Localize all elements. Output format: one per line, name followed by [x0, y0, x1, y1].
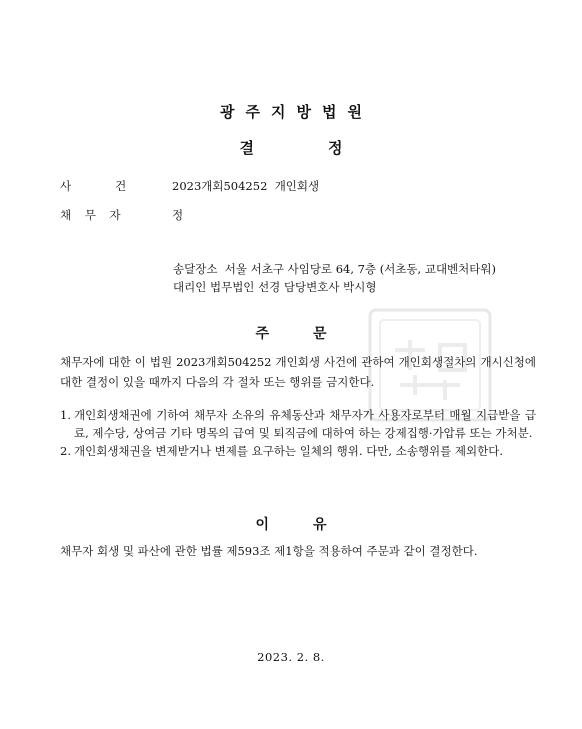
service-address: 송달장소 서울 서초구 사임당로 64, 7층 (서초동, 교대벤처타워) [173, 262, 496, 276]
case-label [60, 178, 130, 194]
reason-title-char-2: 유 [313, 517, 327, 533]
document-type-char-2: 정 [328, 139, 343, 157]
list-item-text: 개인회생채권을 변제받거나 변제를 요구하는 일체의 행위. 다만, 소송행위를 제외한다. [74, 444, 504, 458]
reason-text: 채무자 회생 및 파산에 관한 법률 제593조 제1항을 적용하여 주문과 같이 결정한다. [60, 544, 478, 558]
document-type-char-1: 결 [239, 139, 254, 157]
reason-title-char-1: 이 [255, 517, 269, 533]
case-label-char-2: 건 [115, 179, 127, 193]
attorney-line: 대리인 법무법인 선경 담당변호사 박시형 [173, 280, 377, 294]
order-title-char-2: 문 [313, 326, 327, 342]
decision-date: 2023. 2. 8. [257, 650, 325, 664]
list-item-number: 2. [60, 444, 71, 458]
list-item-text: 개인회생채권에 기하여 채무자 소유의 유체동산과 채무자가 사용자로부터 매월 지급받을 급료, 제수당, 상여금 기타 명목의 급여 및 퇴직금에 대하여 하는 강제집행·가압류 또는 가처분. [74, 408, 536, 440]
reason-section-title [0, 514, 582, 534]
case-label-char-1: 사 [60, 179, 72, 193]
list-item [60, 406, 536, 442]
list-item-number: 1. [60, 408, 71, 422]
order-title-char-1: 주 [255, 326, 269, 342]
document-type-title [0, 137, 582, 158]
court-name: 광주지방법원 [220, 103, 373, 121]
debtor-label: 채 무 자 [60, 208, 126, 222]
list-item [60, 442, 536, 460]
debtor-name: 정 [172, 208, 184, 222]
prohibited-acts-list [60, 406, 536, 460]
order-section-title [0, 323, 582, 343]
case-number: 2023개회504252 개인회생 [172, 179, 320, 193]
order-intro-text: 채무자에 대한 이 법원 2023개회504252 개인회생 사건에 관하여 개인회생절차의 개시신청에 대한 결정이 있을 때까지 다음의 각 절차 또는 행위를 금지한다. [60, 355, 536, 389]
